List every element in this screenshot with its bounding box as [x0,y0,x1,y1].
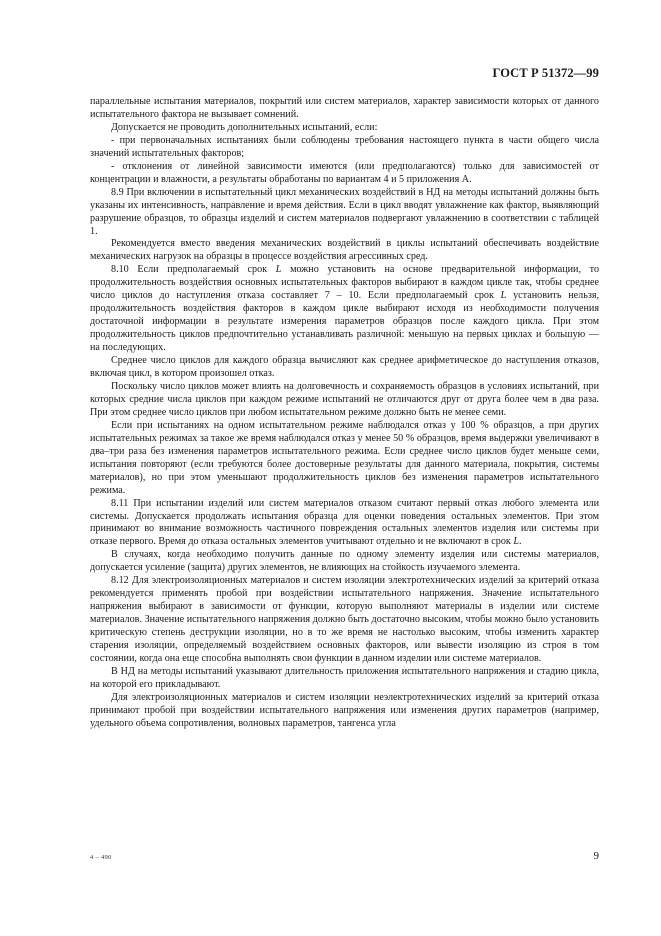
clause-8-12: 8.12 Для электроизоляционных материалов и систем изоляции электротехнических изделий за критерий отказа рекомендуется применять пробой при воздействии испытательного напряжения. Значение испытательного напряжения выбирают в зависимости от функции, которую выполняют материалы в изделии или системе материалов. Значение испытательного напряжения должно быть достаточно высоким, чтобы можно было установить критическую степень деструкции изоляции, но в то же время не настолько высоким, чтобы изменить характер старения изоляции, определяемый воздействием основных факторов, или вывести изоляцию из строя в том состоянии, когда она еще способна выполнять свои функции в данном изделии или системе материалов. [90,575,599,664]
list-item: - отклонения от линейной зависимости имеются (или предполагаются) только для зависимостей от концентрации и влажности, а результаты обработаны по вариантам 4 и 5 приложения А. [90,160,599,185]
paragraph: Для электроизоляционных материалов и систем изоляции неэлектротехнических изделий за критерий отказа принимают пробой при воздействии испытательного напряжения или изменения других параметров (например, удельного объема сопротивления, волновых параметров, тангенса угла [90,691,599,729]
paragraph: Поскольку число циклов может влиять на долговечность и сохраняемость образцов в условиях испытаний, при которых средние числа циклов при каждом режиме испытаний не отличаются друг от друга более чем в два раза. При этом среднее число циклов при любом испытательном режиме должно быть не менее семи. [90,380,599,418]
paragraph: В случаях, когда необходимо получить данные по одному элементу изделия или системы материалов, допускается усиление (защита) других элементов, не влияющих на стойкость изучаемого элемента. [90,549,599,574]
paragraph: Среднее число циклов для каждого образца вычисляют как среднее арифметическое до наступления отказов, включая цикл, в котором произошел отказ. [90,355,599,380]
page-number: 9 [593,850,599,862]
print-code: 4 – 490 [90,854,112,861]
paragraph: Допускается не проводить дополнительных испытаний, если: [111,121,378,133]
document-code-header: ГОСТ Р 51372—99 [492,66,599,80]
clause-8-9: 8.9 При включении в испытательный цикл механических воздействий в НД на методы испытаний должны быть указаны их интенсивность, направление и время действия. Если в цикл вводят увлажнение как фактор, выявляющий разрушение образцов, то образцы изделий и систем материалов подвергают увлажнению в соответствии с таблицей 1. [90,186,599,237]
variable-l: L [513,536,520,548]
clause-8-10: 8.10 Если предполагаемый срок L можно установить на основе предварительной информации, то продолжительность воздействия основных испытательных факторов выбирают в каждом цикле так, чтобы среднее число циклов до наступления отказа составляет 7 – 10. Если предполагаемый срок L установить нельзя, продолжительность воздействия факторов в каждом цикле выбирают исходя из необходимости получения достаточной информации в результате измерения параметров образцов после каждого цикла. При этом продолжительность циклов предпочтительно устанавливать различной: меньшую на первых циклах и большую — на последующих. [90,264,600,354]
body-text [90,96,599,731]
list-item: - при первоначальных испытаниях были соблюдены требования настоящего пункта в части общего числа значений испытательных факторов; [90,134,599,159]
paragraph: В НД на методы испытаний указывают длительность приложения испытательного напряжения и стадию цикла, на которой его прикладывают. [90,665,599,690]
paragraph: Рекомендуется вместо введения механических воздействий в циклы испытаний обеспечивать воздействие механических нагрузок на образцы в процессе воздействия агрессивных сред. [90,238,599,263]
clause-8-11: 8.11 При испытании изделий или систем материалов отказом считают первый отказ любого элемента или системы. Допускается продолжать испытания образца для оценки поведения остальных элементов. При этом принимают во внимание возможность частичного повреждения остальных элементов изделия или системы при отказе первого. Время до отказа остальных элементов учитывают отдельно и не включают в срок L. [90,497,599,548]
paragraph-continuation: параллельные испытания материалов, покрытий или систем материалов, характер зависимости которых от данного испытательного фактора не вызывает сомнений. [90,96,599,120]
variable-l: L [275,264,282,276]
paragraph: Если при испытаниях на одном испытательном режиме наблюдался отказ у 100 % образцов, а при других испытательных режимах за такое же время наблюдался отказ у менее 50 % образцов, время выдержки увеличивают в два–три раза без изменения параметров испытательного режима. Если среднее число циклов будет меньше семи, испытания повторяют (если требуются более достоверные результаты для данного материала, покрытия, системы материалов), но при этом уменьшают продолжительность циклов без изменения параметров испытательного режима. [90,419,599,496]
variable-l: L [500,290,507,302]
